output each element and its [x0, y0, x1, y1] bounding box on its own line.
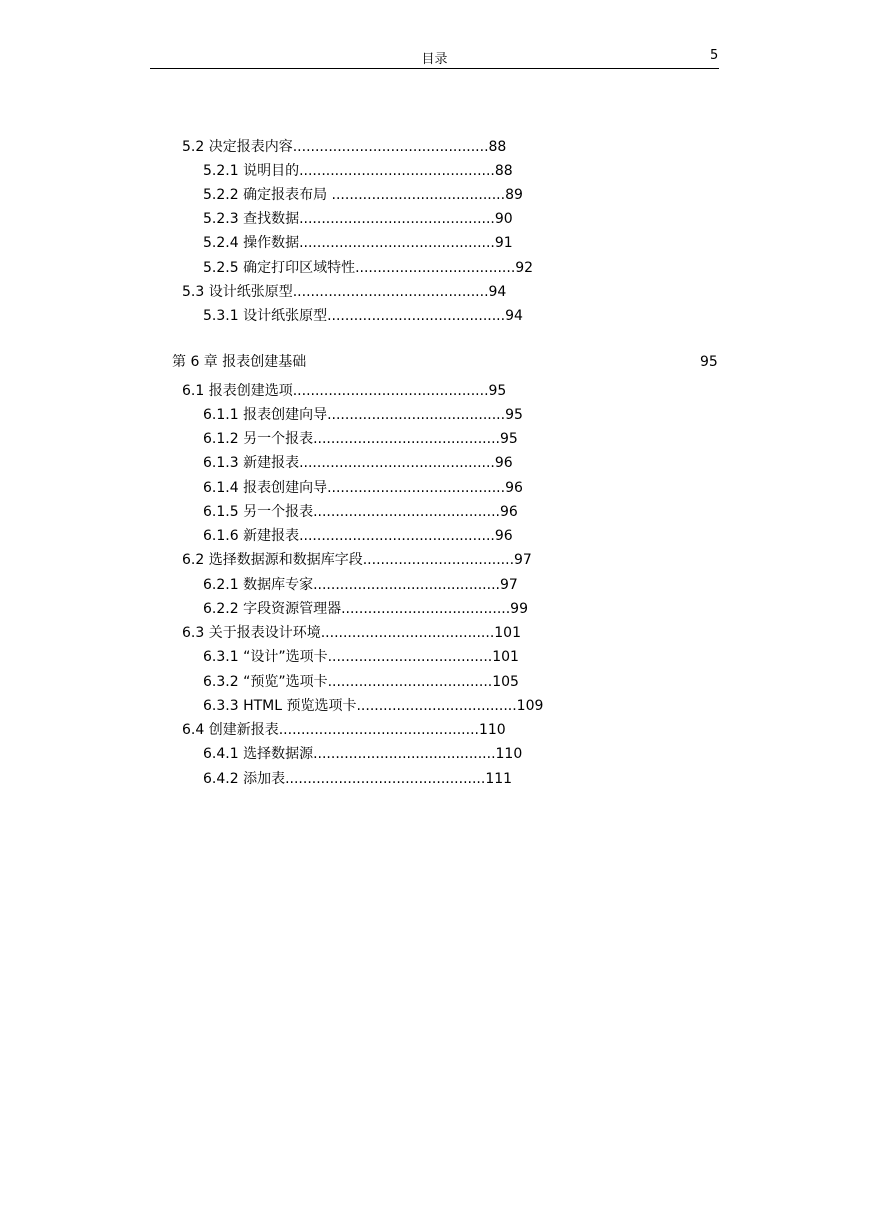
toc-entry-6-1-3[interactable]: 6.1.3 新建报表............................................96 — [203, 455, 513, 471]
toc-entry-6-3[interactable]: 6.3 关于报表设计环境.......................................101 — [182, 625, 521, 641]
header-rule — [150, 68, 719, 69]
toc-entry-5-2-4[interactable]: 5.2.4 操作数据............................................91 — [203, 235, 513, 251]
toc-entry-5-2-1[interactable]: 5.2.1 说明目的............................................88 — [203, 163, 513, 179]
toc-entry-6-2-2[interactable]: 6.2.2 字段资源管理器......................................99 — [203, 601, 528, 617]
toc-entry-5-3-1[interactable]: 5.3.1 设计纸张原型........................................94 — [203, 308, 523, 324]
header-title: 目录 — [421, 52, 448, 67]
toc-entry-6-1-1[interactable]: 6.1.1 报表创建向导........................................95 — [203, 407, 523, 423]
toc-entry-6-2-1[interactable]: 6.2.1 数据库专家..........................................97 — [203, 577, 518, 593]
toc-entry-6-1[interactable]: 6.1 报表创建选项............................................95 — [182, 383, 507, 399]
toc-entry-6-4[interactable]: 6.4 创建新报表.............................................110 — [182, 722, 506, 738]
toc-entry-5-2-3[interactable]: 5.2.3 查找数据............................................90 — [203, 211, 513, 227]
toc-entry-6-3-2[interactable]: 6.3.2 “预览”选项卡.....................................105 — [203, 674, 519, 690]
toc-entry-6-3-1[interactable]: 6.3.1 “设计”选项卡.....................................101 — [203, 649, 519, 665]
toc-entry-6-1-2[interactable]: 6.1.2 另一个报表..........................................95 — [203, 431, 518, 447]
toc-entry-6-1-6[interactable]: 6.1.6 新建报表............................................96 — [203, 528, 513, 544]
toc-entry-6-1-5[interactable]: 6.1.5 另一个报表..........................................96 — [203, 504, 518, 520]
toc-entry-6-3-3[interactable]: 6.3.3 HTML 预览选项卡....................................109 — [203, 698, 544, 714]
toc-entry-5-3[interactable]: 5.3 设计纸张原型............................................94 — [182, 284, 507, 300]
chapter-6-page: 95 — [700, 354, 718, 370]
toc-entry-5-2[interactable]: 5.2 决定报表内容............................................88 — [182, 139, 507, 155]
header-page-number: 5 — [710, 48, 719, 63]
toc-entry-6-4-1[interactable]: 6.4.1 选择数据源.........................................110 — [203, 746, 523, 762]
toc-entry-6-4-2[interactable]: 6.4.2 添加表.............................................111 — [203, 771, 513, 787]
toc-entry-5-2-5[interactable]: 5.2.5 确定打印区域特性....................................92 — [203, 260, 534, 276]
toc-entry-5-2-2[interactable]: 5.2.2 确定报表布局 .......................................89 — [203, 187, 523, 203]
toc-entry-6-1-4[interactable]: 6.1.4 报表创建向导........................................96 — [203, 480, 523, 496]
toc-entry-6-2[interactable]: 6.2 选择数据源和数据库字段..................................97 — [182, 552, 532, 568]
chapter-6-title[interactable]: 第 6 章 报表创建基础 — [172, 354, 307, 370]
